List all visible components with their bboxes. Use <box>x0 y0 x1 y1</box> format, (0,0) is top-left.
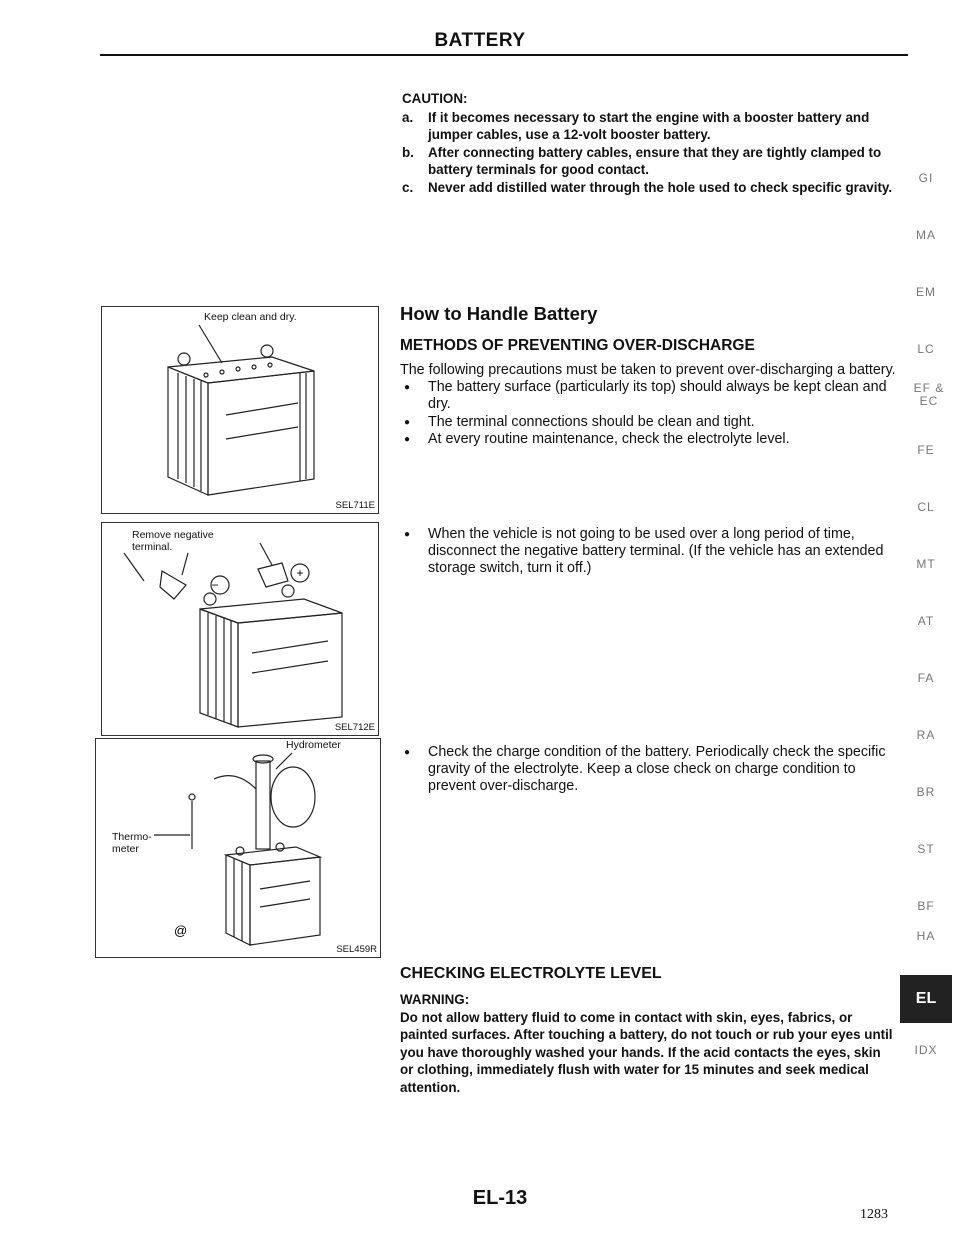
side-tab-em[interactable]: EM <box>916 285 936 299</box>
side-tab-ef-ec[interactable]: EF & EC <box>913 381 945 408</box>
side-tab-cl[interactable]: CL <box>917 500 935 514</box>
side-tab-gi[interactable]: GI <box>918 171 934 185</box>
bullet-icon: ● <box>404 433 411 445</box>
list-item <box>400 414 900 431</box>
list-item-text: When the vehicle is not going to be used over a long period of time, disconnect the negative battery terminal. (If the vehicle has an extended storage switch, turn it off.) <box>428 526 884 577</box>
list-item-text: The battery surface (particularly its top) should always be kept clean and dry. <box>428 379 887 413</box>
caution-item-text: If it becomes necessary to start the engine with a booster battery and jumper cables, use a 12-volt booster battery. <box>428 109 870 143</box>
bullet-icon: ● <box>404 747 411 758</box>
list-item-text: At every routine maintenance, check the electrolyte level. <box>428 430 790 447</box>
caution-item <box>402 109 902 144</box>
side-tab-mt[interactable]: MT <box>916 557 936 571</box>
figure-label: Remove negative terminal. <box>132 529 214 553</box>
figure-code: SEL459R <box>336 944 377 955</box>
section-subtitle: METHODS OF PREVENTING OVER-DISCHARGE <box>400 337 755 354</box>
battery-clean-illustration <box>102 307 378 513</box>
caution-item-label: a. <box>402 109 414 125</box>
side-tab-fe[interactable]: FE <box>917 443 935 457</box>
checking-title: CHECKING ELECTROLYTE LEVEL <box>400 965 662 982</box>
svg-text:+: + <box>296 566 304 580</box>
side-tab-idx[interactable]: IDX <box>914 1043 938 1057</box>
svg-text:−: − <box>211 578 219 592</box>
figure-label: Hydrometer <box>286 739 341 751</box>
caution-item-text: After connecting battery cables, ensure that they are tightly clamped to battery terminals for good contact. <box>428 144 882 178</box>
side-tab-fa[interactable]: FA <box>917 671 935 685</box>
section-body <box>400 362 900 448</box>
list-item <box>400 744 900 796</box>
caution-item <box>402 179 902 197</box>
svg-text:@: @ <box>174 923 188 938</box>
list-item <box>400 379 900 413</box>
side-tab-br[interactable]: BR <box>916 785 936 799</box>
bullet-icon: ● <box>404 416 411 428</box>
list-item-text: Check the charge condition of the battery. Periodically check the specific gravity of the electrolyte. Keep a close check on charge condition to prevent over-discharge. <box>428 744 886 795</box>
list-item <box>400 431 900 448</box>
side-tab-st[interactable]: ST <box>917 842 935 856</box>
section-title: How to Handle Battery <box>400 303 598 324</box>
battery-terminal-illustration <box>102 523 378 735</box>
figure-label: Keep clean and dry. <box>204 311 297 323</box>
side-tab-ma[interactable]: MA <box>916 228 936 242</box>
header-rule <box>100 54 908 56</box>
bullet-icon: ● <box>404 382 411 394</box>
side-tab-ra[interactable]: RA <box>916 728 936 742</box>
intro-text: The following precautions must be taken to prevent over-discharging a battery. <box>400 362 896 378</box>
caution-item-label: b. <box>402 144 414 160</box>
page-title: BATTERY <box>434 30 526 51</box>
figure-label: Thermo- meter <box>112 831 152 855</box>
bullet-icon: ● <box>404 529 411 540</box>
caution-item <box>402 144 902 179</box>
figure-battery-clean <box>101 306 379 514</box>
side-tab-lc[interactable]: LC <box>917 342 935 356</box>
warning-block <box>400 991 896 1097</box>
caution-item-label: c. <box>402 179 414 195</box>
list-item <box>400 526 900 578</box>
warning-text: Do not allow battery fluid to come in contact with skin, eyes, fabrics, or painted surfaces. After touching a battery, do not touch or rub your eyes until you have thoroughly washed your hands. If the acid contacts the eyes, skin or clothing, immediately flush with water for 15 minutes and seek medical attention. <box>400 1009 893 1095</box>
figure-code: SEL711E <box>335 500 375 511</box>
page-number: 1283 <box>860 1207 888 1222</box>
caution-block <box>402 90 902 197</box>
caution-heading: CAUTION: <box>402 91 468 106</box>
side-tab-at[interactable]: AT <box>917 614 935 628</box>
warning-heading: WARNING: <box>400 992 470 1007</box>
list-item-text: The terminal connections should be clean and tight. <box>428 413 755 430</box>
side-tab-ha[interactable]: HA <box>916 929 936 943</box>
figure-code: SEL712E <box>334 722 375 733</box>
page-code: EL-13 <box>472 1187 528 1209</box>
side-tab-bf[interactable]: BF <box>917 899 935 913</box>
caution-item-text: Never add distilled water through the hole used to check specific gravity. <box>428 179 893 195</box>
side-tab-el-active[interactable]: EL <box>900 975 952 1023</box>
figure-hydrometer <box>95 738 381 958</box>
figure-remove-negative <box>101 522 379 736</box>
